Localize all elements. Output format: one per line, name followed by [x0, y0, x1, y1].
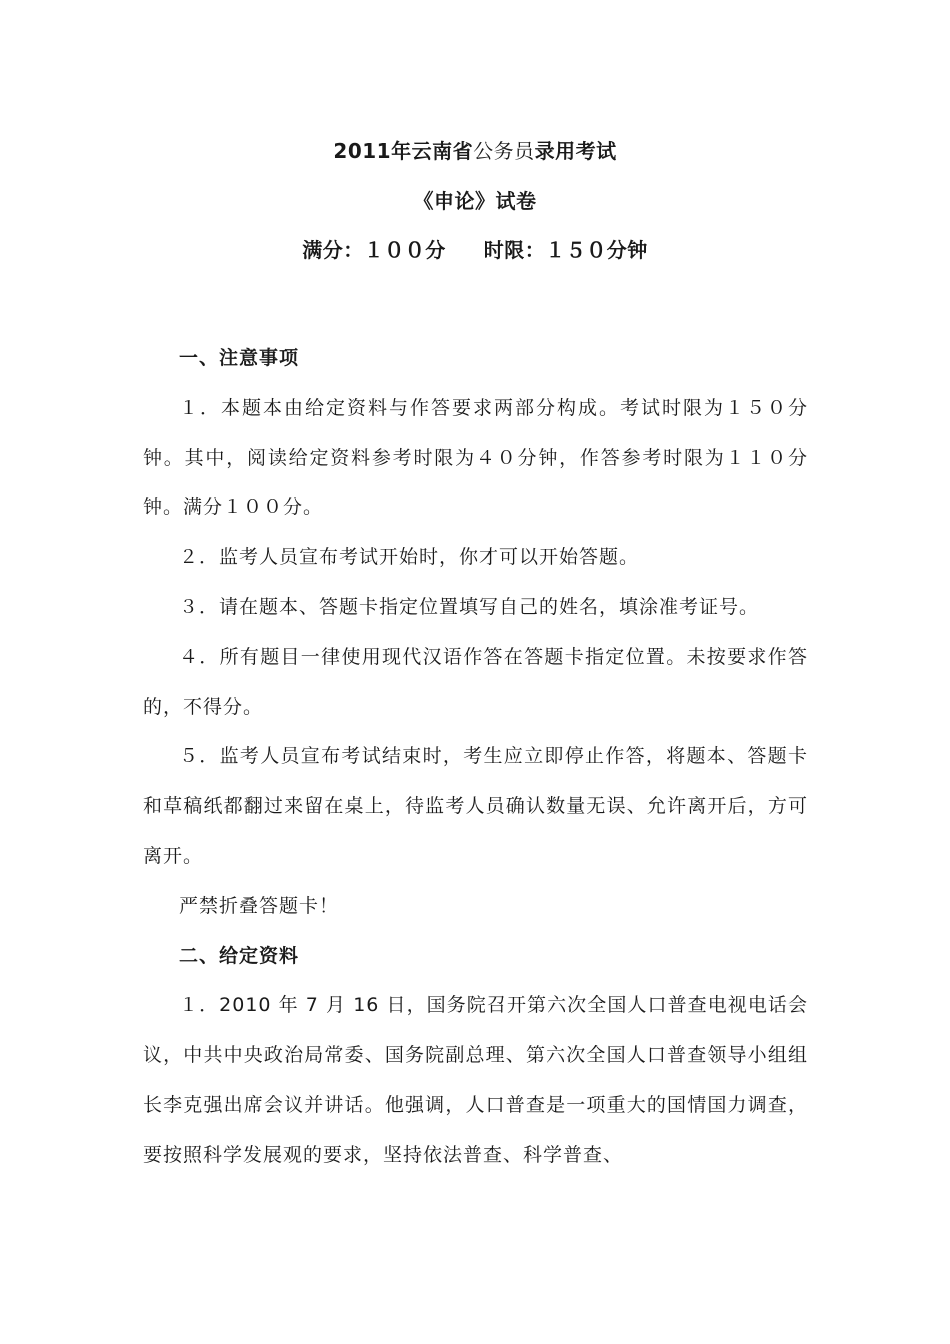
notice-item: １．本题本由给定资料与作答要求两部分构成。考试时限为１５０分钟。其中，阅读给定资料参考时限为４０分钟，作答参考时限为１１０分钟。满分１００分。	[143, 396, 808, 519]
notice-item: ３．请在题本、答题卡指定位置填写自己的姓名，填涂准考证号。	[179, 595, 760, 618]
notice-heading: 一、注意事项	[179, 347, 300, 369]
exam-title	[0, 137, 950, 165]
title-year: 2011	[333, 139, 392, 163]
exam-subtitle: 《申论》试卷	[413, 189, 537, 213]
score-time-line	[0, 236, 950, 264]
full-score: 满分：１００分	[302, 238, 446, 262]
notice-warning: 严禁折叠答题卡！	[179, 894, 340, 917]
notice-item: ２．监考人员宣布考试开始时，你才可以开始答题。	[179, 546, 640, 569]
notice-item: ４．所有题目一律使用现代汉语作答在答题卡指定位置。未按要求作答的，不得分。	[143, 645, 808, 718]
materials-paragraph: １．2010 年 7 月 16 日，国务院召开第六次全国人口普查电视电话会议，中共中央政治局常委、国务院副总理、第六次全国人口普查领导小组组长李克强出席会议并讲话。他强调，人口普查是一项重大的国情国力调查，要按照科学发展观的要求，坚持依法普查、科学普查、	[143, 994, 808, 1166]
document-body	[143, 334, 808, 1181]
title-part-1: 年云南省	[391, 139, 474, 163]
notice-item: ５．监考人员宣布考试结束时，考生应立即停止作答，将题本、答题卡和草稿纸都翻过来留在桌上，待监考人员确认数量无误、允许离开后，方可离开。	[143, 745, 808, 867]
title-part-2: 公务员	[473, 139, 535, 163]
title-part-3: 录用考试	[534, 139, 617, 163]
materials-heading: 二、给定资料	[179, 944, 300, 967]
time-limit: 时限：１５０分钟	[483, 238, 648, 262]
